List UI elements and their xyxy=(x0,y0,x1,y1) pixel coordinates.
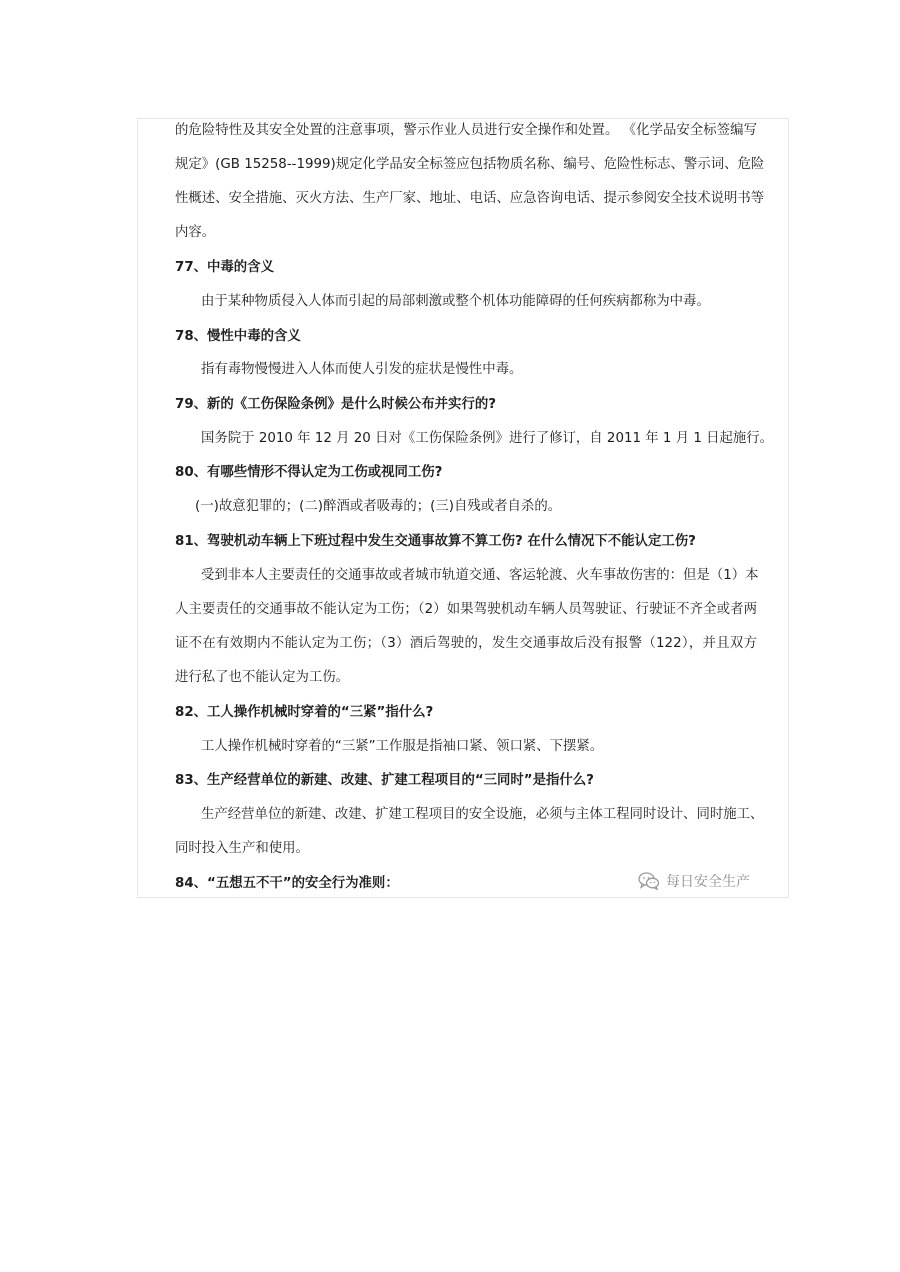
question-77-title: 77、中毒的含义 xyxy=(175,260,274,275)
question-83-title: 83、生产经营单位的新建、改建、扩建工程项目的“三同时”是指什么? xyxy=(175,773,594,788)
intro-line-3: 性概述、安全措施、灭火方法、生产厂家、地址、电话、应急咨询电话、提示参阅安全技术说明书等 xyxy=(175,191,765,206)
question-78-answer: 指有毒物慢慢进入人体而使人引发的症状是慢性中毒。 xyxy=(201,362,523,377)
question-79-answer: 国务院于 2010 年 12 月 20 日对《工伤保险条例》进行了修订，自 2011 年 1 月 1 日起施行。 xyxy=(201,431,774,446)
watermark xyxy=(638,871,750,891)
watermark-text: 每日安全生产 xyxy=(666,874,750,890)
intro-line-4: 内容。 xyxy=(175,225,216,240)
question-80-title: 80、有哪些情形不得认定为工伤或视同工伤? xyxy=(175,465,443,480)
question-78-title: 78、慢性中毒的含义 xyxy=(175,329,301,344)
question-81-answer-line-2: 人主要责任的交通事故不能认定为工伤；（2）如果驾驶机动车辆人员驾驶证、行驶证不齐全或者两 xyxy=(175,602,757,617)
question-79-title: 79、新的《工伤保险条例》是什么时候公布并实行的? xyxy=(175,397,496,412)
question-83-answer-line-1: 生产经营单位的新建、改建、扩建工程项目的安全设施，必须与主体工程同时设计、同时施工、 xyxy=(201,807,764,822)
wechat-icon xyxy=(638,872,660,890)
question-81-title: 81、驾驶机动车辆上下班过程中发生交通事故算不算工伤? 在什么情况下不能认定工伤? xyxy=(175,534,696,549)
question-81-answer-line-1: 受到非本人主要责任的交通事故或者城市轨道交通、客运轮渡、火车事故伤害的：但是（1）本 xyxy=(201,568,759,583)
question-77-answer: 由于某种物质侵入人体而引起的局部刺激或整个机体功能障碍的任何疾病都称为中毒。 xyxy=(201,294,710,309)
question-82-title: 82、工人操作机械时穿着的“三紧”指什么? xyxy=(175,705,434,720)
document-page xyxy=(137,118,789,898)
question-80-answer: (一)故意犯罪的；(二)醉酒或者吸毒的；(三)自残或者自杀的。 xyxy=(195,499,562,514)
question-81-answer-line-3: 证不在有效期内不能认定为工伤；（3）酒后驾驶的，发生交通事故后没有报警（122），并且双方 xyxy=(175,636,757,651)
intro-line-1: 的危险特性及其安全处置的注意事项，警示作业人员进行安全操作和处置。 《化学品安全标签编写 xyxy=(175,123,757,138)
question-83-answer-line-2: 同时投入生产和使用。 xyxy=(175,841,309,856)
question-82-answer: 工人操作机械时穿着的“三紧”工作服是指袖口紧、领口紧、下摆紧。 xyxy=(201,739,604,754)
intro-line-2: 规定》(GB 15258--1999)规定化学品安全标签应包括物质名称、编号、危险性标志、警示词、危险 xyxy=(175,157,765,172)
question-84-title: 84、“五想五不干”的安全行为准则： xyxy=(175,876,399,891)
question-81-answer-line-4: 进行私了也不能认定为工伤。 xyxy=(175,670,350,685)
